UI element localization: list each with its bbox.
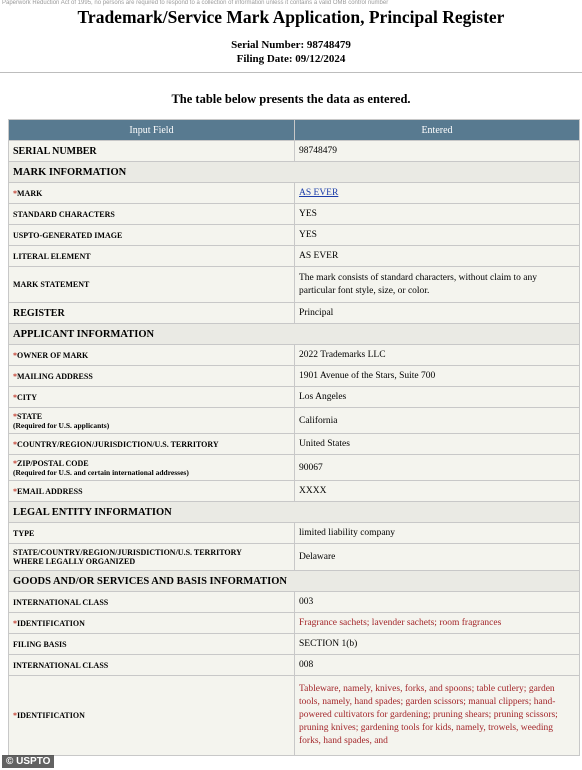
identification-2-label xyxy=(9,676,295,756)
state-label xyxy=(9,408,295,434)
required-marker: * xyxy=(13,486,17,496)
literal-element-value: AS EVER xyxy=(295,246,580,267)
section-title: LEGAL ENTITY INFORMATION xyxy=(9,502,580,523)
organized-value: Delaware xyxy=(295,544,580,571)
table-row xyxy=(9,387,580,408)
zip-value: 90067 xyxy=(295,455,580,481)
section-applicant-information xyxy=(9,324,580,345)
required-marker: * xyxy=(13,618,17,628)
section-mark-information xyxy=(9,162,580,183)
filing-basis-label: FILING BASIS xyxy=(9,634,295,655)
required-marker: * xyxy=(13,188,17,198)
identification-2-label-text: IDENTIFICATION xyxy=(17,711,85,720)
section-title: MARK INFORMATION xyxy=(9,162,580,183)
country-label xyxy=(9,434,295,455)
mark-statement-value: The mark consists of standard characters, without claim to any particular font style, size, or color. xyxy=(295,267,580,303)
entity-type-value: limited liability company xyxy=(295,523,580,544)
required-marker: * xyxy=(13,439,17,449)
uspto-credit-badge: © USPTO xyxy=(2,755,54,768)
required-marker: * xyxy=(13,350,17,360)
literal-element-label: LITERAL ELEMENT xyxy=(9,246,295,267)
table-row xyxy=(9,655,580,676)
filing-date-line: Filing Date: 09/12/2024 xyxy=(236,53,346,65)
owner-label-text: OWNER OF MARK xyxy=(17,350,89,360)
table-row xyxy=(9,434,580,455)
standard-characters-value: YES xyxy=(295,204,580,225)
table-row xyxy=(9,141,580,162)
section-goods-services xyxy=(9,571,580,592)
section-title: APPLICANT INFORMATION xyxy=(9,324,580,345)
mark-label xyxy=(9,183,295,204)
application-data-table xyxy=(8,119,580,756)
email-label-text: EMAIL ADDRESS xyxy=(17,486,83,496)
table-row xyxy=(9,408,580,434)
organized-label-line-2: WHERE LEGALLY ORGANIZED xyxy=(13,557,136,566)
required-marker: * xyxy=(13,371,17,381)
table-row xyxy=(9,455,580,481)
zip-label-note: (Required for U.S. and certain international addresses) xyxy=(13,467,189,477)
serial-number-line: Serial Number: 98748479 xyxy=(231,39,351,51)
table-row xyxy=(9,366,580,387)
table-row xyxy=(9,592,580,613)
email-value: XXXX xyxy=(295,481,580,502)
table-row xyxy=(9,481,580,502)
state-value: California xyxy=(295,408,580,434)
mailing-address-label xyxy=(9,366,295,387)
email-label xyxy=(9,481,295,502)
table-row xyxy=(9,303,580,324)
table-row xyxy=(9,613,580,634)
paperwork-notice: Paperwork Reduction Act of 1995, no persons are required to respond to a collection of information unless it contains a valid OMB control number xyxy=(2,0,389,6)
intl-class-1-value: 003 xyxy=(295,592,580,613)
uspto-image-label: USPTO-GENERATED IMAGE xyxy=(9,225,295,246)
identification-2-value: Tableware, namely, knives, forks, and spoons; table cutlery; garden tools, namely, hand spades; garden scissors; manual clippers; hand-powered cultivators for gardening; pruning shears; pruning scissors; pruning knives; gardening tools for kids, namely, trowels, weeding forks, hand spades, and xyxy=(295,676,580,756)
state-label-text: STATE xyxy=(17,411,43,421)
mark-statement-label: MARK STATEMENT xyxy=(9,267,295,303)
serial-number-label: SERIAL NUMBER xyxy=(9,141,295,162)
intl-class-2-value: 008 xyxy=(295,655,580,676)
required-marker: * xyxy=(13,411,17,421)
identification-1-value: Fragrance sachets; lavender sachets; room fragrances xyxy=(295,613,580,634)
mailing-address-value: 1901 Avenue of the Stars, Suite 700 xyxy=(295,366,580,387)
uspto-image-value: YES xyxy=(295,225,580,246)
organized-label xyxy=(9,544,295,571)
table-row xyxy=(9,634,580,655)
owner-label xyxy=(9,345,295,366)
required-marker: * xyxy=(13,711,17,720)
owner-value: 2022 Trademarks LLC xyxy=(295,345,580,366)
intl-class-2-label: INTERNATIONAL CLASS xyxy=(9,655,295,676)
table-row xyxy=(9,246,580,267)
register-value: Principal xyxy=(295,303,580,324)
country-value: United States xyxy=(295,434,580,455)
required-marker: * xyxy=(13,392,17,402)
table-row xyxy=(9,267,580,303)
mark-link[interactable]: AS EVER xyxy=(299,188,339,198)
table-row xyxy=(9,676,580,756)
table-row xyxy=(9,204,580,225)
identification-1-label xyxy=(9,613,295,634)
mark-label-text: MARK xyxy=(17,188,43,198)
city-label-text: CITY xyxy=(17,392,38,402)
section-legal-entity-information xyxy=(9,502,580,523)
intl-class-1-label: INTERNATIONAL CLASS xyxy=(9,592,295,613)
table-caption: The table below presents the data as entered. xyxy=(171,92,411,106)
city-value: Los Angeles xyxy=(295,387,580,408)
city-label xyxy=(9,387,295,408)
state-label-note: (Required for U.S. applicants) xyxy=(13,420,110,430)
country-label-text: COUNTRY/REGION/JURISDICTION/U.S. TERRITORY xyxy=(17,439,219,449)
page-title: Trademark/Service Mark Application, Principal Register xyxy=(77,7,505,27)
filing-basis-value: SECTION 1(b) xyxy=(295,634,580,655)
table-row xyxy=(9,523,580,544)
table-row xyxy=(9,544,580,571)
identification-1-label-text: IDENTIFICATION xyxy=(17,618,85,628)
register-label: REGISTER xyxy=(9,303,295,324)
zip-label-text: ZIP/POSTAL CODE xyxy=(17,458,89,468)
organized-label-line-1: STATE/COUNTRY/REGION/JURISDICTION/U.S. TERRITORY xyxy=(13,548,242,557)
col-header-input-field: Input Field xyxy=(9,120,295,141)
required-marker: * xyxy=(13,458,17,468)
table-row xyxy=(9,345,580,366)
mark-value xyxy=(295,183,580,204)
mailing-address-label-text: MAILING ADDRESS xyxy=(17,371,93,381)
table-row xyxy=(9,183,580,204)
zip-label xyxy=(9,455,295,481)
divider xyxy=(0,72,582,73)
section-title: GOODS AND/OR SERVICES AND BASIS INFORMATION xyxy=(9,571,580,592)
entity-type-label: TYPE xyxy=(9,523,295,544)
standard-characters-label: STANDARD CHARACTERS xyxy=(9,204,295,225)
table-row xyxy=(9,225,580,246)
serial-number-value: 98748479 xyxy=(295,141,580,162)
col-header-entered: Entered xyxy=(295,120,580,141)
